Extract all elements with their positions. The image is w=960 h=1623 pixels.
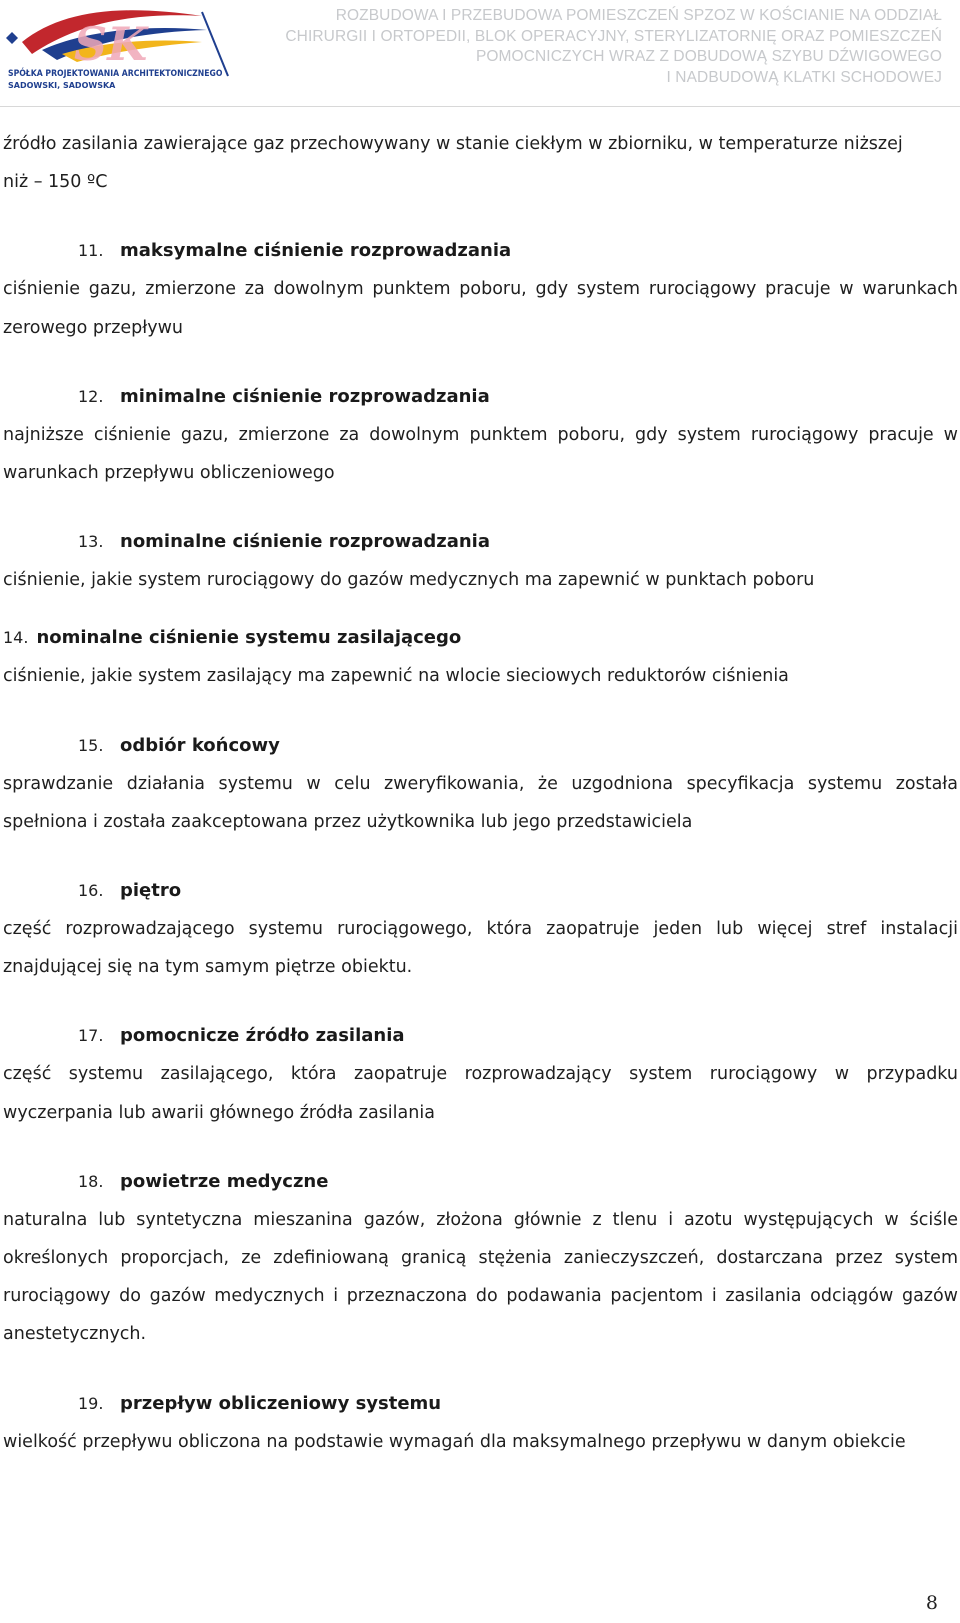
term-definition: sprawdzanie działania systemu w celu zweryfikowania, że uzgodniona specyfikacja systemu została spełniona i została zaakceptowana przez użytkownika lub jego przedstawiciela <box>3 773 958 832</box>
term-definition: wielkość przepływu obliczona na podstawie wymagań dla maksymalnego przepływu w danym obiekcie <box>3 1431 906 1452</box>
term-definition: część rozprowadzającego systemu rurociągowego, która zaopatruje jeden lub więcej stref instalacji znajdującej się na tym samym piętrze obiektu. <box>3 919 958 978</box>
project-title-line: CHIRURGII I ORTOPEDII, BLOK OPERACYJNY, STERYLIZATORNIĘ ORAZ POMIESZCZEŃ <box>285 27 942 45</box>
term-heading: 14. nominalne ciśnienie systemu zasilającego <box>3 627 462 649</box>
company-logo <box>2 2 242 94</box>
term-heading: 11. maksymalne ciśnienie rozprowadzania <box>78 240 512 262</box>
definition-entry <box>3 1385 958 1461</box>
project-title-line: ROZBUDOWA I PRZEBUDOWA POMIESZCZEŃ SPZOZ W KOŚCIANIE NA ODDZIAŁ <box>335 7 942 24</box>
project-title-line: POMOCNICZYCH WRAZ Z DOBUDOWĄ SZYBU DŹWIGOWEGO <box>475 48 942 65</box>
intro-text: źródło zasilania zawierające gaz przechowywany w stanie ciekłym w zbiorniku, w temperaturze niższej niż – 150 ºC <box>3 134 903 193</box>
header-divider <box>0 106 960 107</box>
term-heading: 12. minimalne ciśnienie rozprowadzania <box>78 385 490 407</box>
page-number: 8 <box>925 1592 938 1614</box>
definition-entry <box>3 1017 958 1131</box>
definition-entry <box>3 619 958 695</box>
term-heading: 17. pomocnicze źródło zasilania <box>78 1025 405 1047</box>
logo-text: SPÓŁKA PROJEKTOWANIA ARCHITEKTONICZNEGO <box>8 69 223 79</box>
document-body <box>3 125 958 1461</box>
term-heading: 16. piętro <box>78 880 182 902</box>
definition-entry <box>3 378 958 492</box>
svg-text:SK: SK <box>74 17 148 71</box>
term-heading: 13. nominalne ciśnienie rozprowadzania <box>78 531 490 553</box>
definition-entry <box>3 1163 958 1354</box>
term-definition: ciśnienie, jakie system rurociągowy do gazów medycznych ma zapewnić w punktach poboru <box>3 570 815 591</box>
term-definition: ciśnienie, jakie system zasilający ma zapewnić na wlocie sieciowych reduktorów ciśnienia <box>3 666 789 687</box>
definition-entry <box>3 872 958 986</box>
definition-entry <box>3 232 958 346</box>
term-heading: 19. przepływ obliczeniowy systemu <box>78 1392 442 1414</box>
term-definition: część systemu zasilającego, która zaopatruje rozprowadzający system rurociągowy w przypadku wyczerpania lub awarii głównego źródła zasilania <box>3 1064 958 1123</box>
definition-entry <box>3 727 958 841</box>
term-definition: ciśnienie gazu, zmierzone za dowolnym punktem poboru, gdy system rurociągowy pracuje w warunkach zerowego przepływu <box>3 279 958 338</box>
page-header <box>0 0 960 108</box>
definition-entry <box>3 523 958 599</box>
project-title-line: I NADBUDOWĄ KLATKI SCHODOWEJ <box>666 68 942 86</box>
term-heading: 15. odbiór końcowy <box>78 734 280 756</box>
term-definition: naturalna lub syntetyczna mieszanina gazów, złożona głównie z tlenu i azotu występujących w ściśle określonych proporcjach, ze zdefiniowaną granicą stężenia zanieczyszczeń, dostarczana przez system rurociągowy do gazów medycznych i przeznaczona do podawania pacjentom i zasilania odciągów gazów anestetycznych. <box>3 1209 958 1345</box>
term-definition: najniższe ciśnienie gazu, zmierzone za dowolnym punktem poboru, gdy system rurociągowy pracuje w warunkach przepływu obliczeniowego <box>3 424 958 484</box>
term-heading: 18. powietrze medyczne <box>78 1170 329 1192</box>
project-title <box>285 6 942 88</box>
logo-subtext: SADOWSKI, SADOWSKA <box>8 81 116 90</box>
